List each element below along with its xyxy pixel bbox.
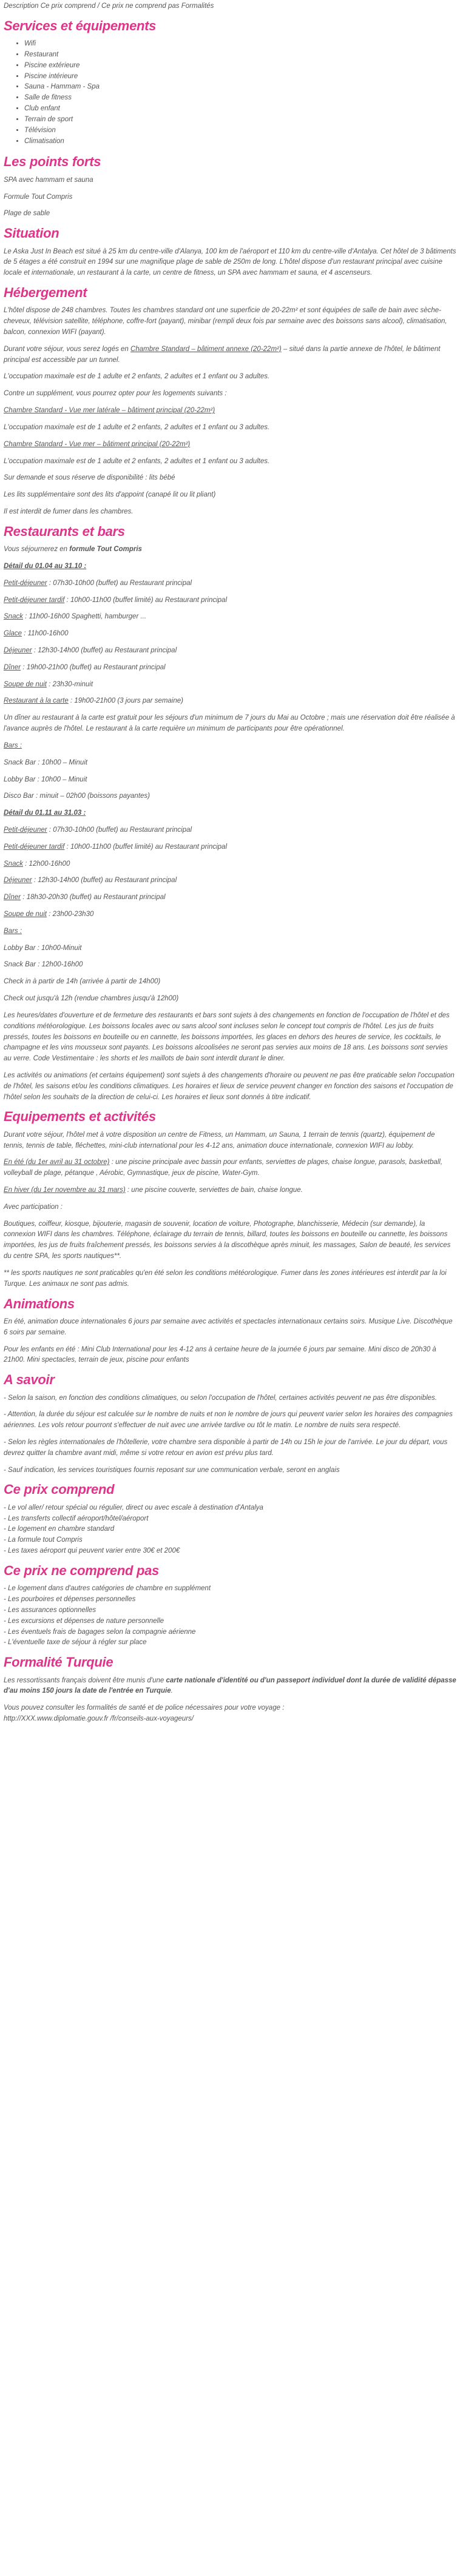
supplement-text: Contre un supplément, vous pourrez opter pour les logements suivants : [4, 390, 227, 398]
schedule-text: : 10h00-11h00 (buffet limité) au Restaurant principal [64, 596, 228, 604]
services-item: • Piscine intérieure [24, 72, 456, 82]
schedule-item [4, 892, 456, 903]
occupancy-text: L'occupation maximale est de 1 adulte et 2 enfants, 2 adultes et 1 enfant ou 3 adultes. [4, 373, 270, 381]
schedule-text: : 23h30-minuit [46, 680, 93, 688]
schedule-item [4, 646, 456, 657]
formalite-id-text [4, 1676, 456, 1698]
schedule-text: : 12h30-14h00 (buffet) au Restaurant principal [32, 877, 177, 885]
room-side-sea-view: Chambre Standard - Vue mer latérale – bâtiment principal (20-22m²) [4, 407, 215, 415]
schedule-label: Petit-déjeuner [4, 826, 47, 834]
bars-title: Bars : [4, 927, 22, 935]
prix-comprend-item: - La formule tout Compris [4, 1536, 83, 1544]
schedule-text: : 11h00-16h00 [22, 630, 69, 638]
schedule-text: : 07h30-10h00 (buffet) au Restaurant principal [47, 826, 192, 834]
room-standard-name: Chambre Standard – bâtiment annexe (20-22m²) [130, 345, 282, 353]
prix-comprend-item: - Le logement en chambre standard [4, 1525, 115, 1533]
situation-text: Le Aska Just In Beach est situé à 25 km du centre-ville d'Alanya, 100 km de l'aéroport et 110 km du centre-ville d'Antalya. Cet hôtel de 3 bâtiments de 5 étages a été construit en 1994 sur une magnifique plage de sable de 250m de long. L'hôtel dispose d'un restaurant principal avec cuisine locale et internationale, un restaurant à la carte, un centre de fitness, un SPA avec hammam et sauna, et 4 ascenseurs. [4, 247, 456, 277]
schedule-item [4, 842, 456, 853]
baby-cot-text: Sur demande et sous réserve de disponibilité : lits bébé [4, 474, 175, 482]
services-item: • Sauna - Hammam - Spa [24, 82, 456, 93]
winter-detail-title: Détail du 01.11 au 31.03 : [4, 809, 86, 817]
winter-equipment [4, 1185, 456, 1196]
prix-ne-comprend-item: - Le logement dans d'autres catégories de chambre en supplément [4, 1585, 211, 1593]
summer-text: : une piscine principale avec bassin pour enfants, serviettes de plages, chaise longue, parasols, basketball, volleyball de plage, pétanque , Aérobic, Gymnastique, jeux de piscine, Water-Gym. [4, 1159, 443, 1177]
schedule-text: : 19h00-21h00 (buffet) au Restaurant principal [21, 663, 166, 671]
prix-comprend-item: - Les transferts collectif aéroport/hôtel/aéroport [4, 1514, 149, 1522]
occupancy-text: L'occupation maximale est de 1 adulte et 2 enfants, 2 adultes et 1 enfant ou 3 adultes. [4, 423, 270, 431]
services-item: • Salle de fitness [24, 93, 456, 104]
prix-ne-comprend-item: - L'éventuelle taxe de séjour à régler sur place [4, 1639, 147, 1647]
restaurants-heading: Restaurants et bars [4, 523, 125, 539]
schedule-item [4, 825, 456, 836]
formalite-consult-text: Vous pouvez consulter les formalités de santé et de police nécessaires pour votre voyage : [4, 1704, 285, 1712]
points-forts-item: Plage de sable [4, 210, 50, 218]
schedule-label: Déjeuner [4, 877, 32, 885]
schedule-text: : 19h00-21h00 (3 jours par semaine) [68, 697, 183, 705]
equipements-heading: Equipements et activités [4, 1109, 156, 1125]
room-text: Durant votre séjour, vous serez logés en [4, 345, 131, 353]
summer-detail-title: Détail du 01.04 au 31.10 : [4, 562, 87, 570]
prix-comprend-item: - Le vol aller/ retour spécial ou régulier, direct ou avec escale à destination d'Antalya [4, 1504, 263, 1511]
points-forts-heading: Les points forts [4, 154, 101, 170]
activities-note: Les activités ou animations (et certains équipement) sont sujets à des changements d'horaire ou peuvent ne pas être praticable selon l'occupation de l'hôtel, les saisons et/ou les conditions climatiques. Les horaires et lieux de service peuvent changer en fonction des saisons et l'occupation de l'hôtel selon les souhaits de la direction de celui-ci. Les horaires et lieux sont donnés à titre indicatif. [4, 1071, 455, 1101]
schedule-label: Soupe de nuit [4, 911, 47, 918]
schedule-text: : 18h30-20h30 (buffet) au Restaurant principal [21, 894, 166, 902]
formalite-text: . [171, 1687, 173, 1695]
prix-ne-comprend-heading: Ce prix ne comprend pas [4, 1562, 159, 1578]
kids-club-text: Pour les enfants en été : Mini Club International pour les 4-12 ans à certaine heure de la journée 6 jours par semaine. Mini disco de 20h30 à 21h00. Mini spectacles, terrain de jeux, piscine pour enfants [4, 1345, 436, 1364]
schedule-text: : 23h00-23h30 [46, 911, 94, 918]
schedule-item [4, 663, 456, 674]
intro-line: Description Ce prix comprend / Ce prix ne comprend pas Formalités [4, 2, 214, 10]
services-heading: Services et équipements [4, 18, 157, 33]
schedule-item [4, 629, 456, 640]
checkin-text: Check in à partir de 14h (arrivée à partir de 14h00) [4, 978, 161, 986]
hebergement-room-standard [4, 344, 456, 366]
schedule-label: Petit-déjeuner tardif [4, 843, 65, 851]
schedule-text: : 12h30-14h00 (buffet) au Restaurant principal [32, 647, 177, 655]
schedule-label: Déjeuner [4, 647, 32, 655]
prix-ne-comprend-item: - Les pourboires et dépenses personnelles [4, 1596, 136, 1604]
a-savoir-item: - Sauf indication, les services touristiques fournis reposant sur une communication verbale, seront en anglais [4, 1466, 340, 1474]
bars-title: Bars : [4, 741, 22, 749]
prix-ne-comprend-item: - Les excursions et dépenses de nature personnelle [4, 1617, 164, 1625]
schedule-text: : 12h00-16h00 [22, 860, 70, 868]
checkout-text: Check out jusqu'à 12h (rendue chambres jusqu'à 12h00) [4, 995, 179, 1003]
bar-item: Snack Bar : 10h00 – Minuit [4, 758, 88, 766]
schedule-label: Dîner [4, 663, 21, 671]
schedule-text: : 11h00-16h00 Spaghetti, hamburger ... [22, 613, 147, 621]
schedule-label: Dîner [4, 894, 21, 902]
schedule-item [4, 680, 456, 691]
formalite-text: Les ressortissants français doivent être munis d'une [4, 1676, 166, 1684]
schedule-label: Petit-déjeuner tardif [4, 596, 65, 604]
bar-item: Lobby Bar : 10h00-Minuit [4, 944, 82, 952]
services-item: • Club enfant [24, 104, 456, 115]
room-sea-view: Chambre Standard - Vue mer – bâtiment principal (20-22m²) [4, 440, 191, 448]
hebergement-heading: Hébergement [4, 284, 87, 300]
animations-heading: Animations [4, 1296, 75, 1311]
services-item: • Climatisation [24, 136, 456, 147]
extra-bed-text: Les lits supplémentaire sont des lits d'appoint (canapé lit ou lit pliant) [4, 491, 216, 499]
prix-ne-comprend-item: - Les assurances optionnelles [4, 1606, 96, 1614]
paid-services-title: Avec participation : [4, 1203, 63, 1211]
points-forts-item: Formule Tout Compris [4, 193, 73, 201]
points-forts-item: SPA avec hammam et sauna [4, 176, 93, 184]
formalite-heading: Formalité Turquie [4, 1654, 113, 1670]
services-list [4, 39, 456, 147]
room-text: – situé dans la partie annexe de l'hôtel, le bâtiment principal est accessible par un tunnel. [4, 345, 441, 364]
schedule-label: Glace [4, 630, 22, 638]
winter-text: : une piscine couverte, serviettes de bain, chaise longue. [127, 1186, 303, 1194]
services-item: • Wifi [24, 39, 456, 50]
opening-hours-note: Les heures/dates d'ouverture et de fermeture des restaurants et bars sont sujets à des changements en fonction de l'occupation de l'hôtel et des conditions météorologique. Les boissons locales avec ou sans alcool sont incluses selon le concept tout compris de l'hôtel. Les jus de fruits pressés, toutes les boissons en bouteille ou en cannette, les boissons importées, les glaces en dehors des heures de service, les cocktails, le champagne et les vins mousseux sont payants. Les boissons alcoolisées ne seront pas servies aux moins de 18 ans. Les boissons sont servies au verre. Code Vestimentaire : les shorts et les maillots de bain sont interdit durant le diner. [4, 1011, 450, 1063]
schedule-item [4, 595, 456, 606]
all-inclusive-intro [4, 544, 456, 555]
prix-comprend-item: - Les taxes aéroport qui peuvent varier entre 30€ et 200€ [4, 1547, 180, 1555]
nautical-note: ** les sports nautiques ne sont praticables qu'en été selon les conditions météorologique. Fumer dans les zones intérieures est interdit par la loi Turque. Les animaux ne sont pas admis. [4, 1269, 447, 1288]
services-item: • Terrain de sport [24, 115, 456, 125]
summer-label: En été (du 1er avril au 31 octobre) [4, 1159, 110, 1166]
schedule-label: Petit-déjeuner [4, 579, 47, 587]
schedule-item [4, 696, 456, 707]
bar-item: Lobby Bar : 10h00 – Minuit [4, 775, 87, 783]
a-savoir-item: - Selon la saison, en fonction des conditions climatiques, ou selon l'occupation de l'hôtel, certaines activités peuvent ne pas être disponibles. [4, 1394, 437, 1402]
schedule-item [4, 859, 456, 870]
bar-item: Snack Bar : 12h00-16h00 [4, 961, 83, 969]
schedule-text: : 07h30-10h00 (buffet) au Restaurant principal [47, 579, 192, 587]
schedule-label: Snack [4, 860, 23, 868]
prix-comprend-heading: Ce prix comprend [4, 1482, 115, 1497]
a-savoir-heading: A savoir [4, 1372, 55, 1388]
hebergement-intro: L'hôtel dispose de 248 chambres. Toutes les chambres standard ont une superficie de 20-22m² et sont équipées de salle de bain avec sèche-cheveux, télévision satellite, téléphone, coffre-fort (payant), minibar (rempli deux fois par semaine avec des boissons sans alcool), climatisation, balcon, connexion WIFI (payant). [4, 307, 447, 336]
a-savoir-item: - Attention, la durée du séjour est calculée sur le nombre de nuits et non le nombre de jours qui peuvent varier selon les horaires des compagnies aériennes. Les vols retour pourront s'effectuer de nuit avec une arrivée tardive ou tôt le matin. Le nombre de nuits sera respecté. [4, 1411, 453, 1430]
prix-ne-comprend-item: - Les éventuels frais de bagages selon la compagnie aérienne [4, 1628, 196, 1636]
schedule-item [4, 612, 456, 623]
schedule-label: Restaurant à la carte [4, 697, 69, 705]
winter-label: En hiver (du 1er novembre au 31 mars) [4, 1186, 126, 1194]
a-savoir-item: - Selon les règles internationales de l'hôtellerie, votre chambre sera disponible à partir de 14h ou 15h le jour de l'arrivée. Le jour du départ, vous devrez quitter la chambre avant midi, même si votre retour en avion est prévu plus tard. [4, 1439, 448, 1457]
formalite-requirement: carte nationale d'identité ou d'un passeport individuel dont la durée de validité dépasse d'au moins 150 jours la date de l'entrée en Turquie [4, 1676, 456, 1695]
services-item: • Restaurant [24, 50, 456, 61]
schedule-label: Snack [4, 613, 23, 621]
animations-text: En été, animation douce internationales 6 jours par semaine avec activités et spectacles internationaux certains soirs. Musique Live. Discothèque 6 soirs par semaine. [4, 1317, 453, 1336]
schedule-label: Soupe de nuit [4, 680, 47, 688]
paid-services-text: Boutiques, coiffeur, kiosque, bijouterie, magasin de souvenir, location de voiture, Photographe, blanchisserie, Médecin (sur demande), la connexion WIFI dans les chambres. Téléphone, éclairage du terrain de tennis, billard, toutes les boissons en bouteille ou cannette, les boissons importées, les jus de fruits fraîchement pressés, les boissons servies à la discothèque après minuit, les massages, Salon de beauté, les services du centre SPA, les sports nautiques**. [4, 1220, 451, 1260]
diplomatie-link[interactable]: http://XXX.www.diplomatie.gouv.fr /fr/conseils-aux-voyageurs/ [4, 1715, 194, 1722]
schedule-item [4, 909, 456, 920]
services-item: • Piscine extérieure [24, 61, 456, 72]
occupancy-text: L'occupation maximale est de 1 adulte et 2 enfants, 2 adultes et 1 enfant ou 3 adultes. [4, 457, 270, 465]
intro-text: Vous séjournerez en [4, 546, 70, 554]
services-item: • Télévision [24, 125, 456, 136]
equipements-intro: Durant votre séjour, l'hôtel met à votre disposition un centre de Fitness, un Hammam, un Sauna, 1 terrain de tennis (quartz), équipement de tennis, tennis de table, fléchettes, mini-club international pour les 4-12 ans, animation douce internationale, connexion WIFI au lobby. [4, 1131, 435, 1149]
schedule-text: : 10h00-11h00 (buffet limité) au Restaurant principal [64, 843, 228, 851]
schedule-item [4, 875, 456, 886]
bar-item: Disco Bar : minuit – 02h00 (boissons payantes) [4, 792, 150, 800]
schedule-item [4, 578, 456, 589]
situation-heading: Situation [4, 226, 59, 241]
no-smoking-text: Il est interdit de fumer dans les chambres. [4, 507, 134, 515]
a-la-carte-note: Un dîner au restaurant à la carte est gratuit pour les séjours d'un minimum de 7 jours du Mai au Octobre ; mais une réservation doit être réalisée à l'avance auprès de l'hôtel. Le restaurant à la carte requière un minimum de participants pour être opérationnel. [4, 714, 455, 733]
summer-equipment [4, 1157, 456, 1179]
all-inclusive-label: formule Tout Compris [69, 546, 142, 554]
